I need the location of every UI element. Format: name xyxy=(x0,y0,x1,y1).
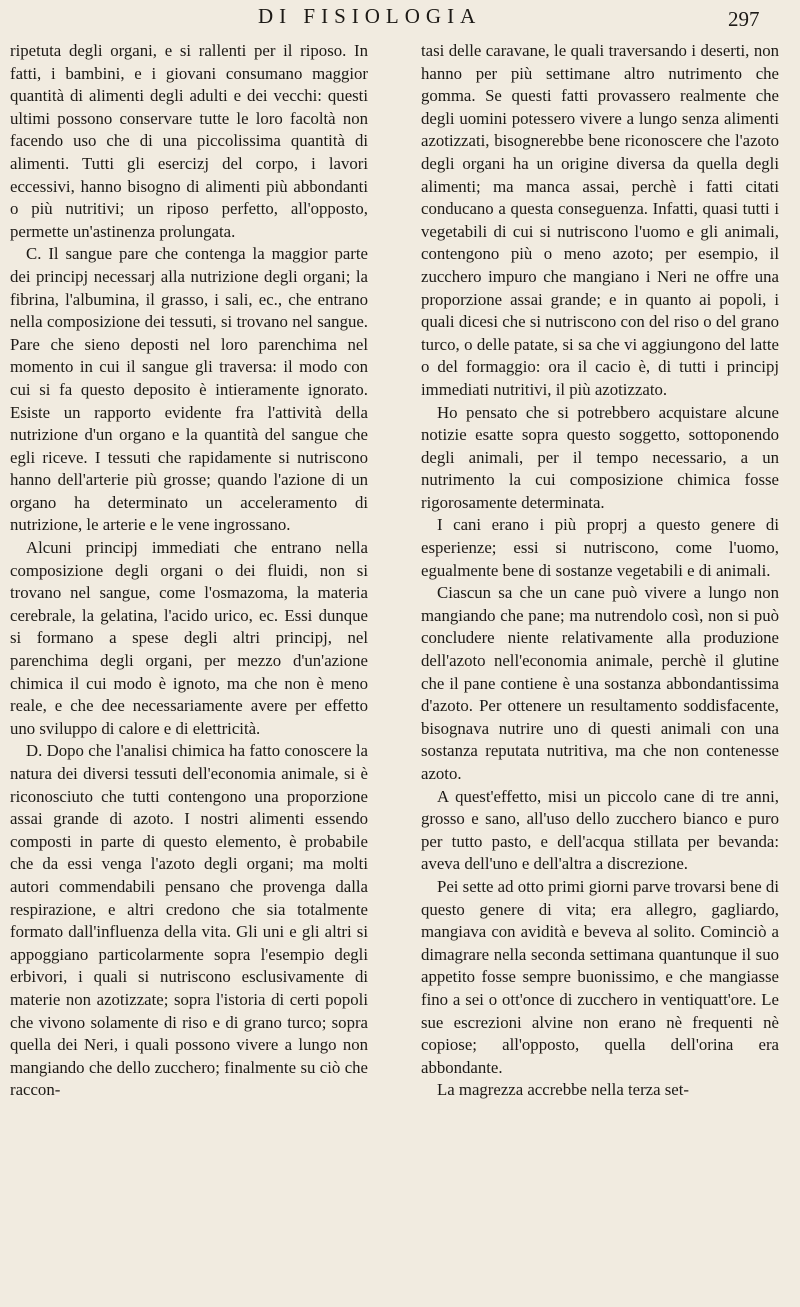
paragraph: I cani erano i più proprj a questo genere di esperienze; essi si nutriscono, come l'uomo, egualmente bene di sostanze vegetabili e di animali. xyxy=(421,515,779,580)
running-title: DI FISIOLOGIA xyxy=(258,4,482,28)
paragraph: Pei sette ad otto primi giorni parve trovarsi bene di questo genere di vita; era allegro, gagliardo, mangiava con avidità e beveva al solito. Cominciò a dimagrare nella seconda settimana quantunque il suo appetito fosse sempre buonissimo, e che mangiasse fino a sei o ott'once di zucchero in ventiquatt'ore. Le sue escrezioni alvine non erano nè frequenti nè copiose; all'opposto, quella dell'orina era abbondante. xyxy=(421,876,779,1077)
paragraph: La magrezza accrebbe nella terza set- xyxy=(437,1080,689,1100)
paragraph: Alcuni principj immediati che entrano nella composizione degli organi o dei fluidi, non si trovano nel sangue, come l'osmazoma, la materia cerebrale, la gelatina, l'acido urico, ec. Essi dunque si formano a spese degli altri principj, nel parenchima degli organi, per mezzo d'un'azione chimica il cui modo è ignoto, ma che non è meno reale, e che dee necessariamente avere per effetto uno sviluppo di calore e di elettricità. xyxy=(10,538,368,738)
page-number: 297 xyxy=(728,7,760,31)
right-column xyxy=(421,40,779,1102)
paragraph: Ho pensato che si potrebbero acquistare alcune notizie esatte sopra questo soggetto, sottoponendo degli animali, per il tempo necessario, a un nutrimento la cui composizione chimica fosse rigorosamente determinata. xyxy=(421,402,779,512)
paragraph: tasi delle caravane, le quali traversando i deserti, non hanno per più settimane altro nutrimento che gomma. Se questi fatti provassero realmente che degli uomini potessero vivere a lungo senza alimenti azotizzati, bisognerebbe bene riconoscere che l'azoto degli organi ha un origine diversa da quella degli alimenti; ma manca assai, perchè i fatti citati conducano a questa conseguenza. Infatti, quasi tutti i vegetabili di cui si nutriscono l'uomo e gli animali, contengono più o meno azoto; per esempio, il zucchero impuro che mangiano i Neri ne offre una proporzione assai grande; e in quanto ai popoli, i quali dicesi che si nutriscono con del riso o del grano turco, o delle patate, si sa che vi aggiungono del latte o del formaggio: ora il cacio è, di tutti i principj immediati nutritivi, il più azotizzato. xyxy=(421,41,779,399)
running-head xyxy=(0,4,800,38)
paragraph: C. Il sangue pare che contenga la maggior parte dei principj necessarj alla nutrizione degli organi; la fibrina, l'albumina, il grasso, i sali, ec., che entrano nella composizione dei tessuti, si trovano nel sangue. Pare che sieno deposti nel loro parenchima nel momento in cui il sangue gli traversa: il modo con cui si fa questo deposito è intieramente ignorato. Esiste un rapporto evidente fra l'attività della nutrizione d'un organo e la quantità del sangue che egli riceve. I tessuti che rapidamente si nutriscono hanno dell'arterie più grosse; quando l'azione di un organo ha determinato un acceleramento di nutrizione, le arterie e le vene ingrossano. xyxy=(10,244,368,535)
paragraph: Ciascun sa che un cane può vivere a lungo non mangiando che pane; ma nutrendolo così, non si può concludere niente relativamente alla produzione dell'azoto nell'economia animale, perchè il glutine che il pane contiene è una sostanza abbondantissima d'azoto. Per ottenere un resultamento soddisfacente, bisognava nutrire uno di questi animali con una sostanza reputata nutritiva, ma che non contenesse azoto. xyxy=(421,583,779,783)
left-column xyxy=(10,40,368,1102)
paragraph: A quest'effetto, misi un piccolo cane di tre anni, grosso e sano, all'uso dello zucchero bianco e puro per tutto pasto, e dell'acqua stillata per bevanda: aveva dell'uno e dell'altra a discrezione. xyxy=(421,786,779,874)
paragraph: ripetuta degli organi, e si rallenti per il riposo. In fatti, i bambini, e i giovani consumano maggior quantità di alimenti degli adulti e dei vecchi: questi ultimi possono conservare tutte le loro facoltà non facendo uso che di una piccolissima quantità di alimenti. Tutti gli esercizj del corpo, i lavori eccessivi, hanno bisogno di alimenti più abbondanti o più nutritivi; un riposo perfetto, all'opposto, permette un'astinenza prolungata. xyxy=(10,41,368,241)
paragraph: D. Dopo che l'analisi chimica ha fatto conoscere la natura dei diversi tessuti dell'economia animale, si è riconosciuto che tutti contengono una proporzione assai grande di azoto. I nostri alimenti essendo composti in parte di questo elemento, è probabile che da essi venga l'azoto degli organi; ma molti autori commendabili pensano che provenga dalla respirazione, e altri credono che sia totalmente formato dall'influenza della vita. Gli uni e gli altri si appoggiano particolarmente sopra l'esempio degli erbivori, i quali si nutriscono esclusivamente di materie non azotizzate; sopra l'istoria di certi popoli che vivono solamente di riso e di grano turco; sopra quella dei Neri, i quali possono vivere a lungo non mangiando che dello zucchero; finalmente su ciò che raccon- xyxy=(10,741,368,1100)
